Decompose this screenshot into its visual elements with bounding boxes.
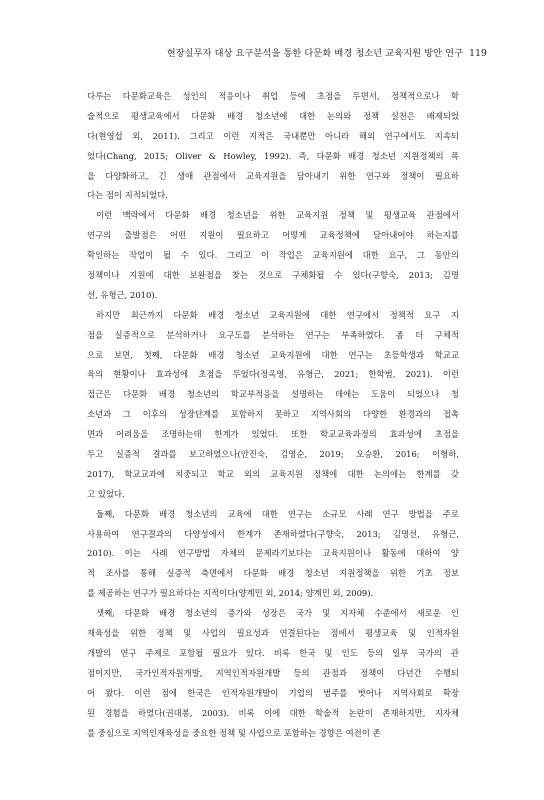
body-text: [87, 87, 459, 743]
text-line: 다(현영섭 외, 2011). 그리고 이런 지적은 국내뿐만 아니라 해외 연구에서도 지속되: [87, 130, 459, 141]
text-line: 2010). 이는 사례 연구방법 자체의 문제라기보다는 교육지원이나 활동에 대하여 양: [87, 548, 459, 559]
text-line: 셋째, 다문화 배경 청소년의 증가와 성장은 국가 및 지자체 수준에서 새로운 인: [96, 608, 459, 619]
paragraph: [87, 306, 459, 505]
text-line: 두고 실증적 결과를 보고하였으나(안진숙, 김영순, 2019; 오승환, 2016; 이형하,: [87, 449, 459, 460]
text-line: 개발의 연구 주제로 포함될 필요가 있다. 비록 한국 및 인도 등의 일부 국가의 관: [87, 647, 459, 658]
paragraph: [87, 505, 459, 604]
text-line: 소년과 그 이후의 성장단계를 포함하지 못하고 지역사회의 다양한 환경과의 접촉: [87, 409, 459, 420]
text-line: 었다(Chang, 2015; Oliver & Howley, 1992). 즉, 다문화 배경 청소년 지원정책의 폭: [87, 150, 459, 161]
paragraph: [87, 87, 459, 206]
text-line: 어 왔다. 이런 점에 한국은 인적자원개발이 기업의 범주를 벗어나 지역사회로 확장: [87, 687, 459, 698]
text-line: 2017), 학교교과에 치중되고 학교 외의 교육지원 정책에 대한 논의에는 한계를 갖: [87, 468, 459, 479]
text-line: 정책이나 지원에 대한 보완점을 찾는 것으로 구체화될 수 있다(구향숙, 2013; 김명: [87, 270, 459, 281]
text-line: 점을 실증적으로 분석하거나 요구도를 분석하는 연구는 부족하였다. 좀 더 구체적: [87, 329, 459, 340]
text-line: 하지만 최근까지 다문화 배경 청소년 교육지원에 대한 연구에서 정책적 요구 지: [96, 309, 459, 320]
page-number: 119: [469, 48, 487, 59]
text-line: 이런 맥락에서 다문화 배경 청소년을 위한 교육지원 정책 및 평생교육 관점에서: [96, 210, 459, 221]
text-line: 을 다양화하고, 긴 생애 관점에서 교육지원을 담아내기 위한 연구와 정책이 필요하: [87, 170, 459, 181]
paragraph: [87, 604, 459, 743]
text-line: 으로 보면, 첫째, 다문화 배경 청소년 교육지원에 대한 연구는 초등학생과 학교교: [87, 349, 459, 360]
text-line: 점이지만, 국가인적자원개발, 지역인적자원개발 등의 관점과 정책이 다년간 수행되: [87, 667, 459, 678]
running-head: [60, 45, 487, 59]
text-line: 육의 현황이나 효과성에 초점을 두었다(정옥영, 유형근, 2021; 한학범, 2021). 이런: [87, 369, 459, 380]
text-line: 를 제공하는 연구가 필요하다는 지적이다(양계민 외, 2014; 양계민 외, 2009).: [87, 588, 374, 599]
text-line: 고 있었다.: [87, 488, 125, 499]
text-line: 연구의 출발점은 어떤 지원이 필요하고 어떻게 교육정책에 담아내어야 하는지를: [87, 230, 459, 241]
text-line: 둘째, 다문화 배경 청소년의 교육에 대한 연구는 소규모 사례 연구 방법을 주로: [96, 508, 459, 519]
text-line: 된 경험을 하였다(권대봉, 2003). 비록 이에 대한 학술적 논란이 존재하지만, 지자체: [87, 707, 459, 718]
paragraph: [87, 206, 459, 305]
text-line: 를 중심으로 지역인재육성을 중요한 정책 및 사업으로 포함하는 경향은 여전이 존: [87, 727, 381, 738]
text-line: 사용하여 연구결과의 다양성에서 한계가 존재하였다(구향숙, 2013; 김명선, 유형근,: [87, 528, 459, 539]
text-line: 적 조사를 통해 실증적 측면에서 다문화 배경 청소년 지원정책을 위한 기초 정보: [87, 568, 459, 579]
text-line: 다루는 다문화교육은 성인의 적응이나 취업 등에 초점을 두면서, 정책적으로나 학: [87, 91, 459, 101]
text-line: 재육성을 위한 정책 및 사업의 필요성과 연결된다는 점에서 평생교육 및 인적자원: [87, 628, 459, 639]
text-line: 면과 어려움을 조명하는데 한계가 있었다. 또한 학교교육과정의 효과성에 초점을: [87, 429, 459, 440]
text-line: 확인하는 작업이 될 수 있다. 그리고 이 작업은 교육지원에 대한 요구, 그 동안의: [87, 250, 459, 261]
text-line: 다는 점이 지적되었다.: [87, 190, 168, 201]
running-head-title: 현장실무자 대상 요구분석을 통한 다문화 배경 청소년 교육지원 방안 연구: [166, 48, 464, 59]
text-line: 선, 유형근, 2010).: [87, 289, 158, 300]
text-line: 술적으로 평생교육에서 다문화 배경 청소년에 대한 논의와 정책 실천은 배제되었: [87, 110, 459, 121]
text-line: 접근은 다문화 배경 청소년의 학교부적응을 설명하는 데에는 도움이 되었으나 청: [87, 389, 459, 400]
